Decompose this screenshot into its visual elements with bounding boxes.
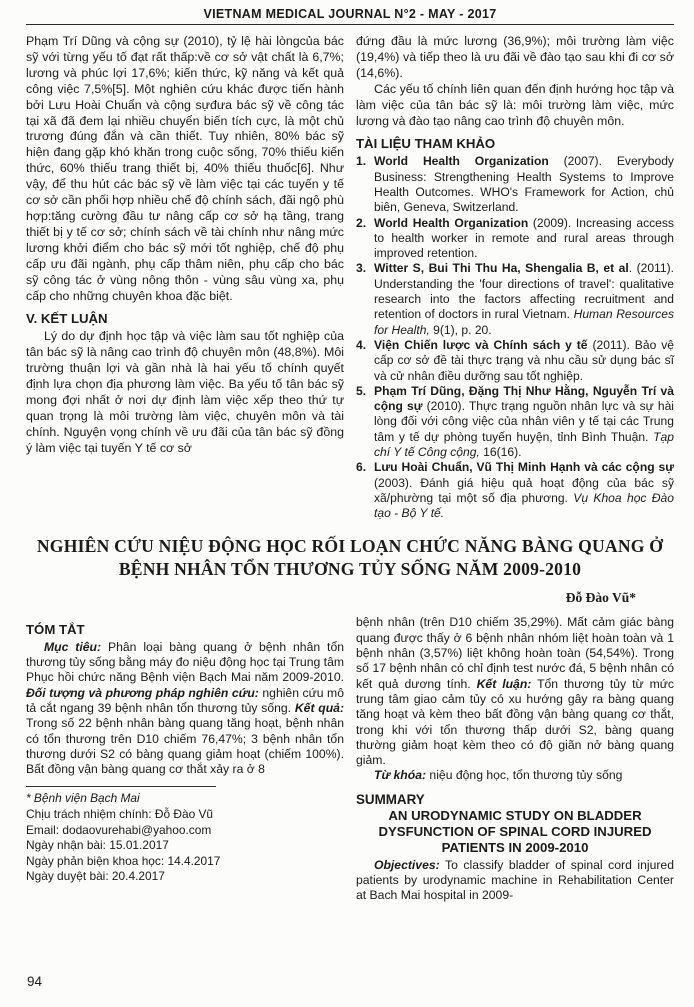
keywords-line bbox=[356, 768, 674, 783]
methods-label: Đối tượng và phương pháp nghiên cứu: bbox=[26, 685, 259, 700]
summary-objectives-label: Objectives: bbox=[374, 857, 440, 872]
page-number: 94 bbox=[27, 974, 43, 989]
reference-number: 5. bbox=[356, 383, 367, 398]
top-right-column bbox=[356, 34, 674, 521]
article2-author: Đỗ Đào Vũ* bbox=[565, 590, 636, 606]
bottom-right-column bbox=[356, 615, 674, 903]
footnote-review-date: Ngày phản biện khoa học: 14.4.2017 bbox=[26, 853, 221, 868]
keywords-text: niệu động học, tổn thương tủy sống bbox=[426, 768, 623, 783]
reference-number: 3. bbox=[356, 261, 367, 276]
reference-text: (2007). Everybody Business: Strengthening Health Systems to Improve Health Outcomes. WHO's Framework for Action, chủ biên, Geneva, Switzerland. bbox=[374, 154, 674, 215]
results-label: Kết quả: bbox=[294, 700, 345, 715]
reference-number: 6. bbox=[356, 460, 367, 475]
reference-text: (2003). Đánh giá hiệu quả hoạt động của bác sỹ xã/phường tại một số địa phương. bbox=[374, 475, 674, 505]
results-text-right: bệnh nhân (trên D10 chiếm 35,29%). Mất cảm giác bàng quang được thấy ở 6 bệnh nhân nhóm liệt hoàn toàn và 1 bệnh nhân (3,57%) liệt không hoàn toàn (54,54%). Trong số 17 bệnh nhân có chỉ định test nước đá, 5 bệnh nhân có kết quả dương tính. bbox=[356, 615, 674, 691]
summary-objectives-paragraph bbox=[356, 858, 674, 904]
methods-text: nghiên cứu mô tả cắt ngang 39 bệnh nhân tổn thương tủy sống. bbox=[26, 685, 344, 715]
results-text-left: Trong số 22 bệnh nhân bàng quang tăng hoạt, bệnh nhân có tổn thương trên D10 chiếm 76,47%; 3 bệnh nhân tổn thương dưới S2 có bàng quang giảm hoạt (chiếm 100%). Bất đồng vận bàng quang cơ thắt xảy ra ở 8 bbox=[26, 716, 344, 777]
reference-item bbox=[356, 338, 674, 384]
article2-title: NGHIÊN CỨU NIỆU ĐỘNG HỌC RỐI LOẠN CHỨC NĂNG BÀNG QUANG Ở BỆNH NHÂN TỔN THƯƠNG TỦY SỐNG NĂM 2009-2010 bbox=[36, 536, 664, 580]
author-footnote bbox=[26, 786, 344, 885]
keywords-label: Từ khóa: bbox=[374, 768, 427, 783]
top-left-column bbox=[26, 34, 344, 521]
summary-heading: SUMMARY bbox=[356, 791, 425, 807]
reference-item bbox=[356, 460, 674, 521]
conclusion-paragraph: Lý do dự định học tập và việc làm sau tốt nghiệp của tân bác sỹ là nâng cao trình độ chuyên môn (48,8%). Môi trường thuận lợi và gần nhà là hai yếu tố chính quyết định lựa chọn địa phương làm việc. Ba yếu tố tân bác sỹ mong đợi nhất ở nơi dự định làm việc xếp theo thứ tự quan trọng là môi trường làm việc, chuyên môn và tài chính. Nguyện vọng chính về ưu đãi của tân bác sỹ đồng ý làm việc tại tuyến Y tế cơ sở bbox=[26, 329, 344, 455]
objectives-text: Phân loại bàng quang ở bệnh nhân tổn thương tủy sống bằng máy đo niệu động học tại Trung tâm Phục hồi chức năng Bệnh viện Bạch Mai năm 2009-2010. bbox=[26, 639, 344, 685]
abstract-paragraph-left bbox=[26, 640, 344, 778]
bottom-left-column bbox=[26, 615, 344, 903]
footnote-responsible: Chịu trách nhiệm chính: Đỗ Đào Vũ bbox=[26, 807, 214, 822]
journal-header bbox=[26, 7, 674, 25]
footnote-affiliation: * Bệnh viện Bạch Mai bbox=[26, 791, 140, 806]
references-heading: TÀI LIỆU THAM KHẢO bbox=[356, 136, 496, 152]
abstract-heading: TÓM TẮT bbox=[26, 622, 85, 638]
reference-authors: Witter S, Bui Thi Thu Ha, Shengalia B, et al bbox=[374, 261, 629, 276]
reference-authors: Phạm Trí Dũng, Đặng Thị Như Hằng, Nguyễn Trí và cộng sự bbox=[374, 383, 674, 414]
reference-authors: World Health Organization bbox=[374, 154, 549, 169]
reference-item bbox=[356, 154, 674, 215]
top-columns bbox=[26, 34, 674, 521]
article1-right-paragraph-1: đứng đầu là mức lương (36,9%); môi trường làm việc (19,4%) và tiếp theo là ưu đãi về đào tạo sau khi đi cơ sở (14,6%). bbox=[356, 34, 674, 80]
reference-text: (2010). Thực trạng nguồn nhân lực và sự hài lòng đối với công việc của nhân viên y tế tại các Trung tâm y tế dự phòng tuyến huyện, tỉnh Bình Thuận. bbox=[374, 399, 674, 444]
reference-text: (2009). Increasing access to health worker in remote and rural areas through improved retention. bbox=[374, 215, 674, 261]
summary-title: AN URODYNAMIC STUDY ON BLADDER DYSFUNCTION OF SPINAL CORD INJURED PATIENTS IN 2009-2010 bbox=[378, 808, 652, 856]
reference-list bbox=[356, 154, 674, 521]
reference-journal: Tạp chí Y tế Công cộng, bbox=[374, 429, 674, 459]
conclusion-heading: V. KẾT LUẬN bbox=[26, 311, 108, 327]
reference-text: (2011). Bảo vệ cấp cơ sở đề tài thực trạng và nhu cầu sử dụng bác sĩ và cử nhân điều dưỡng sau tốt nghiệp. bbox=[374, 337, 674, 383]
journal-title: VIETNAM MEDICAL JOURNAL N°2 - MAY - 2017 bbox=[203, 7, 497, 21]
reference-text: . (2011). Understanding the 'four directions of travel': qualitative research into the factors affecting recruitment and retention of doctors in rural Vietnam. bbox=[374, 261, 674, 322]
footnote-email: Email: dodaovurehabi@yahoo.com bbox=[26, 822, 212, 837]
objectives-label: Mục tiêu: bbox=[44, 639, 102, 654]
reference-item bbox=[356, 261, 674, 337]
reference-number: 1. bbox=[356, 154, 367, 169]
reference-item bbox=[356, 384, 674, 460]
reference-item bbox=[356, 216, 674, 262]
abstract-paragraph-right bbox=[356, 615, 674, 768]
reference-number: 2. bbox=[356, 215, 367, 230]
article1-right-paragraph-2: Các yếu tố chính liên quan đến định hướng học tập và làm việc của tân bác sỹ là: môi trường làm việc, mức lương và đào tạo nâng cao trình độ chuyên môn. bbox=[356, 81, 674, 128]
footnote-accepted-date: Ngày duyệt bài: 20.4.2017 bbox=[26, 869, 165, 884]
footnote-rule bbox=[26, 786, 216, 787]
reference-journal: Human Resources for Health, bbox=[374, 307, 674, 337]
reference-number: 4. bbox=[356, 337, 367, 352]
footnote-received-date: Ngày nhận bài: 15.01.2017 bbox=[26, 838, 169, 853]
reference-journal: Vụ Khoa học Đào tạo - Bộ Y tế. bbox=[374, 490, 674, 521]
conclusion-text: Tổn thương tủy từ mức trung tâm giao cảm tủy có xu hướng gây ra bàng quang tăng hoạt và kèm theo bất đồng vận bàng quang cơ thắt, trong khi với tổn thương thấp dưới S2, bàng quang thường giảm hoạt kèm theo có độ giãn nở bàng quang giảm. bbox=[356, 676, 674, 768]
reference-tail: 16(16). bbox=[479, 444, 522, 459]
reference-authors: Viện Chiến lược và Chính sách y tế bbox=[374, 337, 588, 352]
reference-authors: Lưu Hoài Chuẩn, Vũ Thị Minh Hạnh và các cộng sự bbox=[374, 460, 674, 475]
reference-tail: 9(1), p. 20. bbox=[429, 322, 492, 337]
summary-objectives-text: To classify bladder of spinal cord injured patients by urodynamic machine in Rehabilitation Center at Bach Mai hospital in 2009- bbox=[356, 857, 674, 903]
reference-authors: World Health Organization bbox=[374, 215, 529, 230]
bottom-columns bbox=[26, 615, 674, 903]
conclusion-label: Kết luận: bbox=[476, 676, 532, 691]
article1-body-paragraph: Phạm Trí Dũng và cộng sự (2010), tỷ lệ hài lòngcủa bác sỹ với từng yếu tố đạt rất thấp:về cơ sở vật chất là 6,7%; lương và phúc lợi 17,6%; kiến thức, kỹ năng và kết quả công việc 7,5%[5]. Một nghiên cứu khác được tiến hành bởi Lưu Hoài Chuẩn và cộng sựđưa bác sỹ về công tác tại xã đã đem lại nhiều chuyển biến tích cực, là một chủ trương đúng đắn và cần thiết. Tuy nhiên, 80% bác sỹ hiện đang gặp khó khăn trong cuộc sống, 70% thiếu kiến thức, 60% thiếu trang thiết bị, 40% thiếu thuốc[6]. Như vậy, để thu hút các bác sỹ về làm việc tại các tuyến y tế cơ sở cần phối hợp nhiều chế độ chính sách, đãi ngộ phù hợp:tăng cường đầu tư nâng cấp cơ sở hạ tầng, trang thiết bị y tế cơ sở; chính sách về tài chính như nâng mức lương khởi điểm cho bác sỹ mới tốt nghiệp, chế độ phụ cấp ưu đãi ngành, phụ cấp thâm niên, phụ cấp cho bác sỹ công tác ở vùng nông thôn - vùng sâu vùng xa, phụ cấp cho những chuyên khoa đặc biệt. bbox=[26, 34, 344, 303]
